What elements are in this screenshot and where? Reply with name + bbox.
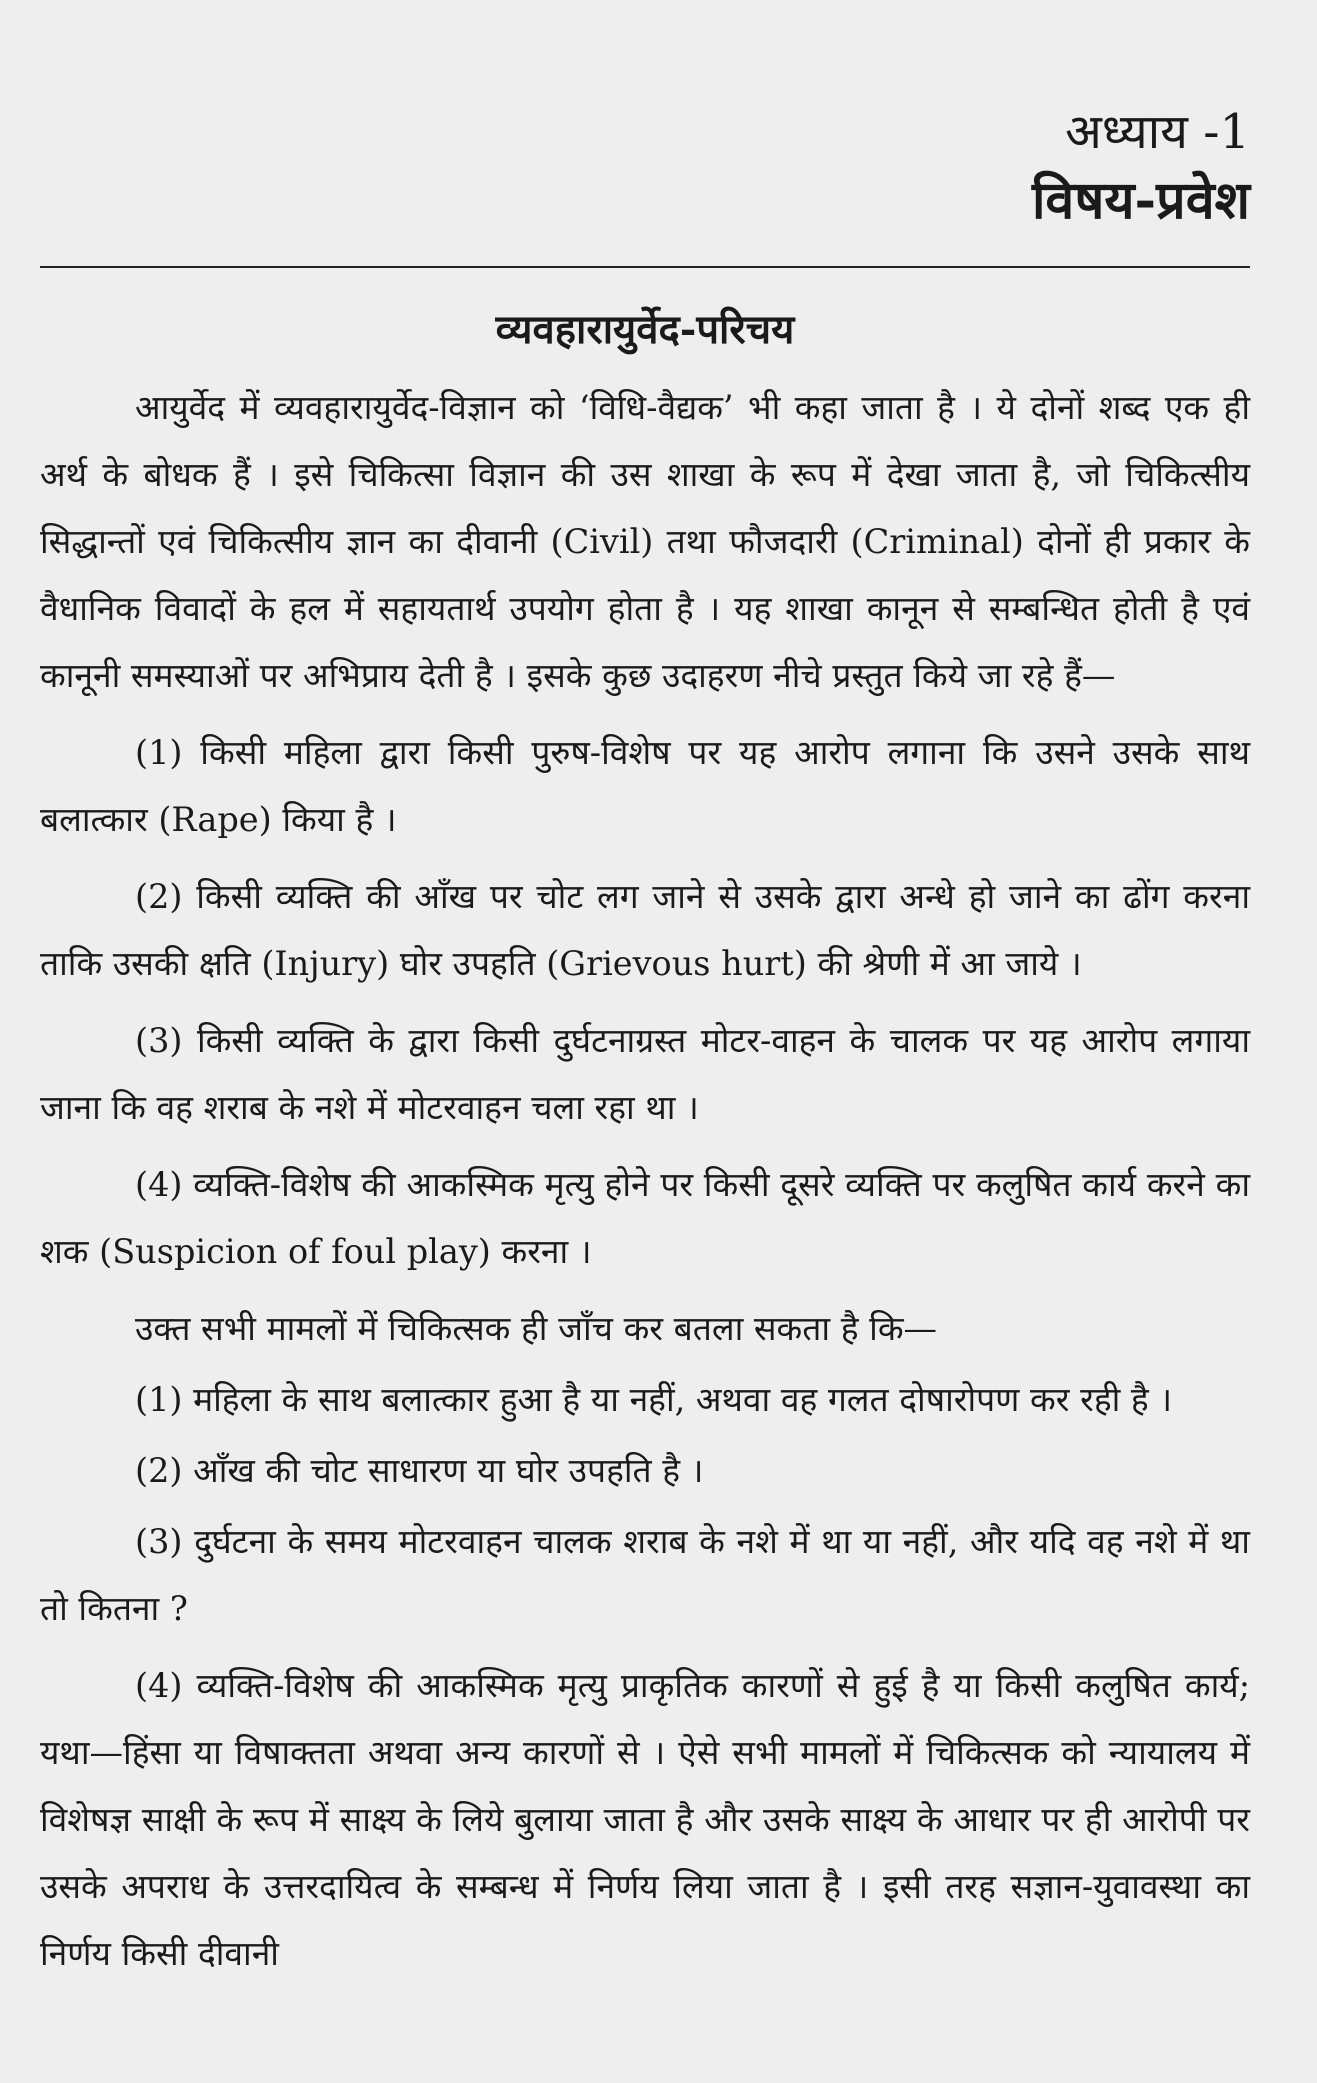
paragraph-conclusion-lead: उक्त सभी मामलों में चिकित्सक ही जाँच कर बतला सकता है कि— — [135, 1309, 938, 1348]
document-page — [40, 100, 1250, 1997]
paragraph-example-1: (1) किसी महिला द्वारा किसी पुरुष-विशेष पर यह आरोप लगाना कि उसने उसके साथ बलात्कार (Rape) किया है । — [40, 733, 1250, 839]
chapter-number: अध्याय -1 — [1065, 104, 1250, 160]
header-divider — [40, 266, 1250, 268]
paragraph-answer-3: (3) दुर्घटना के समय मोटरवाहन चालक शराब के नशे में था या नहीं, और यदि वह नशे में था तो कितना ? — [40, 1522, 1250, 1628]
paragraph-example-3: (3) किसी व्यक्ति के द्वारा किसी दुर्घटनाग्रस्त मोटर-वाहन के चालक पर यह आरोप लगाया जाना कि वह शराब के नशे में मोटरवाहन चला रहा था । — [40, 1021, 1250, 1127]
paragraph-example-2: (2) किसी व्यक्ति की आँख पर चोट लग जाने से उसके द्वारा अन्धे हो जाने का ढोंग करना ताकि उसकी क्षति (Injury) घोर उपहति (Grievous hurt) की श्रेणी में आ जाये । — [40, 877, 1250, 983]
paragraph-answer-1: (1) महिला के साथ बलात्कार हुआ है या नहीं, अथवा वह गलत दोषारोपण कर रही है । — [135, 1380, 1173, 1419]
chapter-title: विषय-प्रवेश — [1031, 170, 1250, 231]
section-title: व्यवहारायुर्वेद-परिचय — [495, 306, 795, 353]
paragraph-intro: आयुर्वेद में व्यवहारायुर्वेद-विज्ञान को ‘विधि-वैद्यक’ भी कहा जाता है । ये दोनों शब्द एक ही अर्थ के बोधक हैं । इसे चिकित्सा विज्ञान की उस शाखा के रूप में देखा जाता है, जो चिकित्सीय सिद्धान्तों एवं चिकित्सीय ज्ञान का दीवानी (Civil) तथा फौजदारी (Criminal) दोनों ही प्रकार के वैधानिक विवादों के हल में सहायतार्थ उपयोग होता है । यह शाखा कानून से सम्बन्धित होती है एवं कानूनी समस्याओं पर अभिप्राय देती है । इसके कुछ उदाहरण नीचे प्रस्तुत किये जा रहे हैं— — [40, 388, 1250, 695]
paragraph-example-4: (4) व्यक्ति-विशेष की आकस्मिक मृत्यु होने पर किसी दूसरे व्यक्ति पर कलुषित कार्य करने का शक (Suspicion of foul play) करना । — [40, 1165, 1250, 1271]
paragraph-answer-4: (4) व्यक्ति-विशेष की आकस्मिक मृत्यु प्राकृतिक कारणों से हुई है या किसी कलुषित कार्य; यथा—हिंसा या विषाक्तता अथवा अन्य कारणों से । ऐसे सभी मामलों में चिकित्सक को न्यायालय में विशेषज्ञ साक्षी के रूप में साक्ष्य के लिये बुलाया जाता है और उसके साक्ष्य के आधार पर ही आरोपी पर उसके अपराध के उत्तरदायित्व के सम्बन्ध में निर्णय लिया जाता है । इसी तरह सज्ञान-युवावस्था का निर्णय किसी दीवानी — [40, 1666, 1250, 1973]
paragraph-answer-2: (2) आँख की चोट साधारण या घोर उपहति है । — [135, 1451, 704, 1490]
